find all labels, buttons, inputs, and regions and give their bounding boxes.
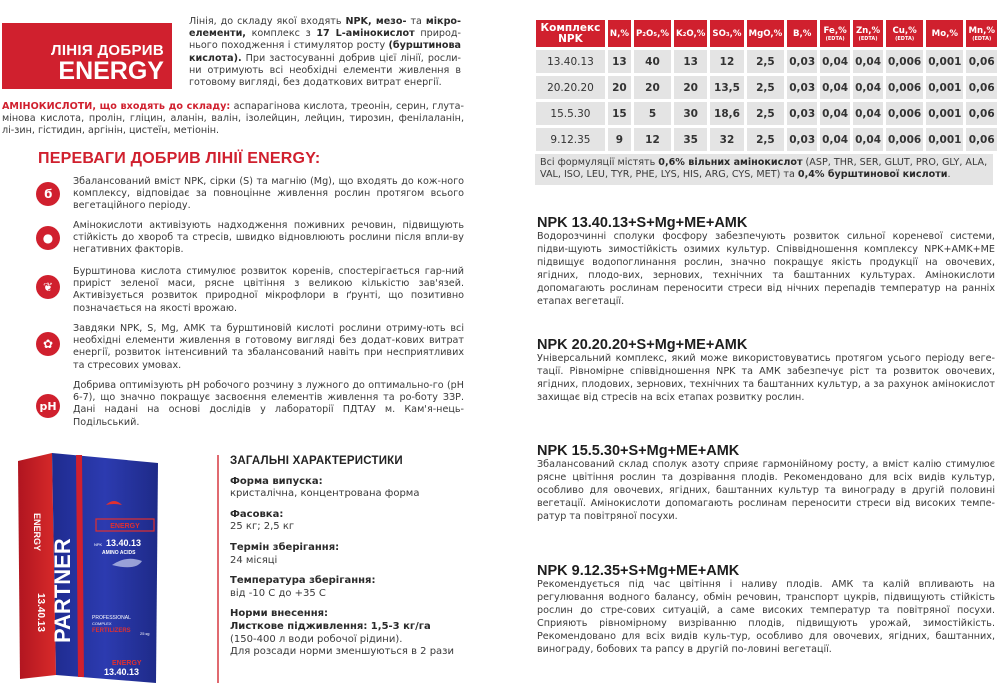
- bag-npk-code: 13.40.13: [106, 538, 142, 548]
- spec-label: Норми внесення:: [230, 608, 329, 620]
- bag-npk-prefix: NPK: [94, 542, 103, 547]
- value-cell: 30: [674, 102, 707, 125]
- complex-name-cell: 15.5.30: [536, 102, 605, 125]
- complex-name-cell: 9.12.35: [536, 128, 605, 151]
- intro-text: При застосуванні добрив цієї лінії, росли-ни отримують всі необхідні елементи живлення в готовому вигляді, без додаткових витрат енергії.: [189, 52, 461, 89]
- spec-value: 25 кг; 2,5 кг: [230, 521, 295, 533]
- value-cell: 0,04: [853, 76, 883, 99]
- header-label: Cu,%: [892, 25, 917, 36]
- value-cell: 0,04: [853, 50, 883, 73]
- intro-text: та: [406, 16, 426, 27]
- bag-weight: 25 кg: [140, 631, 150, 636]
- formulation-note: [535, 154, 993, 185]
- table-header-cell: [674, 20, 707, 47]
- ph-icon: pH: [36, 394, 60, 418]
- table-header-cell: [608, 20, 631, 47]
- advantage-text: Добрива оптимізують pH робочого розчину з лужного до оптимально-го (pH 6-7), що значно покращує засвоєння елементів живлення та ро-боту ЗЗР. Дані надані на основі дослідів у лабораторії ПДТАУ м. Кам'я-нець-Подільський.: [73, 380, 464, 428]
- intro-text: природ-нього походження і стимулятор росту: [189, 28, 461, 52]
- complex-name-cell: 13.40.13: [536, 50, 605, 73]
- advantage-text: Бурштинова кислота стимулює розвиток коренів, спостерігається гар-ний приріст зеленої маси, рясне цвітіння з великою кількістю зав'язей. Активізується розвиток природної мікрофлори в ґрунті, що позитивно позначається на якості врожаю.: [73, 266, 464, 314]
- table-header-cell: [853, 20, 883, 47]
- value-cell: 0,006: [886, 128, 923, 151]
- table-row: [536, 102, 997, 125]
- product-bag-image: [12, 443, 160, 687]
- value-cell: 0,04: [820, 102, 850, 125]
- value-cell: 0,04: [820, 76, 850, 99]
- amino-acids-label: АМІНОКИСЛОТИ, що входять до складу:: [2, 101, 231, 112]
- header-label: B,%: [792, 28, 812, 39]
- value-cell: 20: [608, 76, 631, 99]
- advantage-text: Збалансований вміст NPK, сірки (S) та магнію (Mg), що входять до кож-ного комплексу, відповідає за повноцінне живлення рослин протягом всього вегетаційного періоду.: [73, 176, 464, 212]
- table-header-cell: [634, 20, 671, 47]
- table-header-cell: [536, 20, 605, 47]
- spec-shelf-life: [230, 542, 470, 567]
- complex-name-cell: 20.20.20: [536, 76, 605, 99]
- product-description: Універсальний комплекс, який може використовуватись протягом усього періоду веге-тації. Рівномірне співвідношення NPK та АМК забезпечує ріст та розвиток овочевих, ягідних, плодових, зернових, технічних та баштанних культур, а за рахунок амінокислот захищає від стресів на всіх етапах розвитку рослин.: [537, 353, 995, 403]
- product-title: NPK 13.40.13+S+Mg+ME+AMK: [537, 215, 748, 231]
- header-label: K₂O,%: [675, 28, 706, 39]
- spec-packing: [230, 509, 470, 534]
- value-cell: 18,6: [710, 102, 743, 125]
- product-title: NPK 20.20.20+S+Mg+ME+AMK: [537, 337, 748, 353]
- spec-water-note: (150-400 л води робочої рідини).: [230, 633, 403, 645]
- sprout-hand-icon: ❦: [36, 275, 60, 299]
- spec-label: Температура зберігання:: [230, 575, 376, 587]
- divider-line: [217, 455, 219, 683]
- value-cell: 0,06: [966, 76, 997, 99]
- note-bold: 0,6% вільних амінокислот: [658, 157, 803, 168]
- value-cell: 0,006: [886, 76, 923, 99]
- value-cell: 0,001: [926, 76, 963, 99]
- spec-value: 24 місяці: [230, 554, 278, 566]
- value-cell: 0,06: [966, 50, 997, 73]
- header-sublabel: (EDTA): [895, 35, 915, 42]
- value-cell: 40: [634, 50, 671, 73]
- value-cell: 12: [634, 128, 671, 151]
- intro-text: комплекс з: [245, 28, 317, 40]
- value-cell: 2,5: [747, 102, 785, 125]
- value-cell: 0,06: [966, 128, 997, 151]
- spec-rates: [230, 608, 470, 658]
- value-cell: 32: [710, 128, 743, 151]
- bag-pro-line1: PROFESSIONAL: [92, 615, 131, 621]
- value-cell: 15: [608, 102, 631, 125]
- brand-line-title: ЛІНІЯ ДОБРИВ: [51, 42, 164, 59]
- product-section: [537, 563, 995, 656]
- spec-label: Фасовка:: [230, 508, 284, 520]
- header-label: Zn,%: [855, 25, 881, 36]
- header-label: Комплекс NPK: [540, 21, 601, 45]
- brand-line-energy: ENERGY: [58, 57, 164, 85]
- intro-bold: (бурштинова кислота).: [189, 40, 461, 64]
- value-cell: 0,001: [926, 50, 963, 73]
- value-cell: 0,006: [886, 102, 923, 125]
- spec-value: кристалічна, концентрована форма: [230, 488, 420, 500]
- spec-label: Термін зберігання:: [230, 541, 340, 553]
- table-header-cell: [966, 20, 997, 47]
- amino-acids-paragraph: [2, 101, 464, 138]
- note-text: Всі формуляції містять: [540, 157, 659, 168]
- value-cell: 9: [608, 128, 631, 151]
- header-label: MgO,%: [748, 28, 783, 39]
- product-title: NPK 9.12.35+S+Mg+ME+AMK: [537, 563, 740, 579]
- value-cell: 0,04: [820, 50, 850, 73]
- advantages-title: ПЕРЕВАГИ ДОБРИВ ЛІНІЇ ENERGY:: [38, 150, 321, 167]
- header-label: Fe,%: [823, 25, 847, 36]
- value-cell: 0,04: [820, 128, 850, 151]
- spec-form: [230, 476, 470, 501]
- spec-foliar-rate: Листкове підживлення: 1,5-3 кг/га: [230, 620, 431, 632]
- intro-bold: NPK, мезо-: [345, 16, 407, 27]
- table-header-cell: [886, 20, 923, 47]
- value-cell: 12: [710, 50, 743, 73]
- general-specs: [230, 455, 470, 667]
- bag-side-label: ENERGY: [32, 513, 42, 552]
- intro-paragraph: [189, 16, 461, 89]
- balance-icon: ϭ: [36, 182, 60, 206]
- bag-bottom-code: 13.40.13: [104, 667, 140, 677]
- value-cell: 0,06: [966, 102, 997, 125]
- header-sublabel: (EDTA): [858, 35, 878, 42]
- table-row: [536, 50, 997, 73]
- spec-storage-temp: [230, 575, 470, 600]
- intro-text: Лінія, до складу якої входять: [189, 16, 346, 27]
- spec-label: Форма випуска:: [230, 475, 323, 487]
- bag-pro-line3: FERTILIZERS: [92, 628, 131, 634]
- value-cell: 13: [608, 50, 631, 73]
- intro-bold: 17 L-амінокислот: [316, 28, 415, 40]
- product-title: NPK 15.5.30+S+Mg+ME+AMK: [537, 443, 740, 459]
- value-cell: 0,03: [787, 76, 817, 99]
- value-cell: 35: [674, 128, 707, 151]
- value-cell: 0,03: [787, 50, 817, 73]
- value-cell: 0,03: [787, 102, 817, 125]
- table-row: [536, 128, 997, 151]
- value-cell: 0,04: [853, 102, 883, 125]
- note-text: (ASP, THR, SER, GLUT, PRO, GLY, ALA, VAL, ISO, LEU, TYR, PHE, LYS, HIS, ARG, CYS, MET) та: [540, 157, 988, 181]
- advantage-text: Амінокислоти активізують надходження поживних речовин, підвищують стійкість до хвороб та стресів, швидко відновлюють рослини після впли-ву негативних факторів.: [73, 220, 464, 256]
- product-section: [537, 443, 995, 524]
- note-text: .: [947, 169, 951, 181]
- bag-amino-label: AMINO ACIDS: [102, 550, 136, 556]
- flower-icon: ✿: [36, 332, 60, 356]
- value-cell: 2,5: [747, 50, 785, 73]
- value-cell: 0,03: [787, 128, 817, 151]
- table-header-cell: [747, 20, 785, 47]
- spec-seedling-note: Для розсади норми зменшуються в 2 рази: [230, 646, 454, 658]
- specs-title: ЗАГАЛЬНІ ХАРАКТЕРИСТИКИ: [230, 455, 403, 467]
- value-cell: 5: [634, 102, 671, 125]
- table-header-cell: [710, 20, 743, 47]
- amino-acids-list: аспарагінова кислота, треонін, серин, глута-мінова кислота, пролін, гліцин, аланін, валін, ізолейцин, лейцин, тирозин, фенілаланін, лі-зин, гістидин, аргінін, цистеїн, метіонін.: [2, 101, 464, 137]
- header-label: N,%: [609, 28, 629, 39]
- value-cell: 13,5: [710, 76, 743, 99]
- value-cell: 0,006: [886, 50, 923, 73]
- spec-value: від -10 С до +35 С: [230, 587, 326, 599]
- value-cell: 2,5: [747, 76, 785, 99]
- value-cell: 0,04: [853, 128, 883, 151]
- value-cell: 13: [674, 50, 707, 73]
- header-sublabel: (EDTA): [825, 35, 845, 42]
- product-description: Рекомендується під час цвітіння і наливу плодів. АМК та калій впливають на регулювання водного балансу, обмін речовин, транспорт цукрів, підвищують стійкість рослин до стре-сових ситуацій, а саме високих температур та повітряної посухи. Сприяють рівномірному визріванню плодів, підвищують урожай, зимостійкість. Рекомендовано для всіх видів куль-тур, особливо для овочевих, ягідних, баштанних, винограду, бобових та рапсу в другій по-ловині вегетації.: [537, 579, 995, 655]
- value-cell: 0,001: [926, 102, 963, 125]
- bag-side-code: 13.40.13: [35, 593, 46, 632]
- product-section: [537, 337, 995, 405]
- apple-icon: ●: [36, 226, 60, 250]
- advantage-text: Завдяки NPK, S, Mg, АМК та бурштиновій кислоті рослини отриму-ють всі необхідні елементи живлення в готовому вигляді без додат-кових витрат енергії, розвиток інтенсивний та збалансований навіть при несприятливих та стресових умовах.: [73, 323, 464, 371]
- value-cell: 0,001: [926, 128, 963, 151]
- value-cell: 2,5: [747, 128, 785, 151]
- product-description: Збалансований склад сполук азоту сприяє гармонійному росту, а вміст калію стимулює рясне цвітіння рослин та дозрівання плодів. Рекомендовано для всіх видів культур, особливо для овочевих, ягідних, баштанних культур та винограду в другій половині вегетації. Амінокислоти допомагають рослинам переносити стреси від високих темпе-ратур та повітряної посухи.: [537, 459, 995, 522]
- bag-pro-line2: COMPLEX: [92, 621, 112, 626]
- header-label: Mo,%: [931, 28, 959, 39]
- bag-brand: PARTNER: [50, 538, 75, 643]
- table-header-cell: [926, 20, 963, 47]
- bag-energy-label: ENERGY: [110, 523, 140, 530]
- header-label: Mn,%: [968, 25, 995, 36]
- table-header-cell: [820, 20, 850, 47]
- header-sublabel: (EDTA): [972, 35, 992, 42]
- note-bold: 0,4% бурштинової кислоти: [797, 169, 948, 181]
- intro-bold: мікро-елементи,: [189, 16, 462, 40]
- header-label: SO₃,%: [712, 28, 742, 39]
- bag-bottom-energy: ENERGY: [112, 660, 142, 667]
- value-cell: 20: [674, 76, 707, 99]
- table-header-row: [536, 20, 997, 47]
- npk-composition-table: [533, 17, 1000, 154]
- header-label: P₂O₅,%: [635, 28, 669, 39]
- table-row: [536, 76, 997, 99]
- product-section: [537, 215, 995, 308]
- product-description: Водорозчинні сполуки фосфору забезпечують розвиток сильної кореневої системи, підви-щують зимостійкість озимих культур. Співвідношення комплексу NPK+AMK+ME підвищує водопоглинання рослин, значно покращує якість продукції на овочевих, ягідних, плодо-вих, зернових, технічних та баштанних культурах. Амінокислоти допомагають рослинам переносити стреси від нічних перепадів температур на ранніх етапах вегетації.: [537, 231, 995, 307]
- table-header-cell: [787, 20, 817, 47]
- brand-banner: [2, 23, 172, 89]
- value-cell: 20: [634, 76, 671, 99]
